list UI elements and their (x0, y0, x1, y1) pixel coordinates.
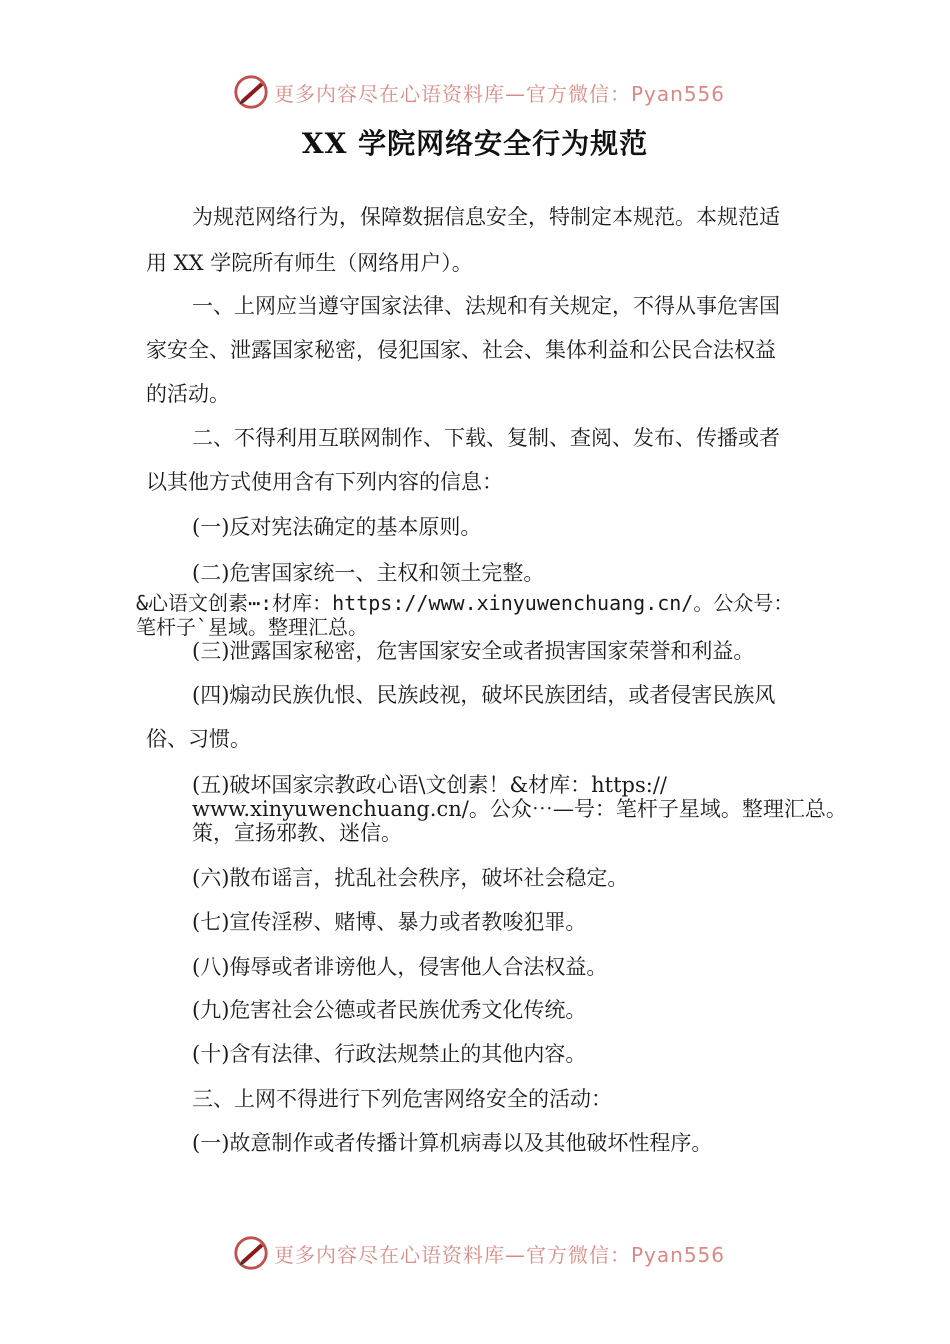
paragraph-line: 家安全、泄露国家秘密，侵犯国家、社会、集体利益和公民合法权益 (146, 338, 776, 362)
banner-text: 更多内容尽在心语资料库—官方微信：Pyan556 (274, 1242, 726, 1267)
list-item: 策，宣扬邪教、迷信。 (192, 821, 402, 845)
paragraph-line: 一、上网应当遵守国家法律、法规和有关规定，不得从事危害国 (192, 294, 780, 318)
list-item: (七)宣传淫秽、赌博、暴力或者教唆犯罪。 (192, 910, 587, 934)
list-item: (一)故意制作或者传播计算机病毒以及其他破坏性程序。 (192, 1131, 713, 1155)
document-title: XX 学院网络安全行为规范 (301, 127, 649, 160)
paragraph-line: 的活动。 (146, 382, 230, 406)
list-item: (九)危害社会公德或者民族优秀文化传统。 (192, 998, 587, 1022)
list-item: (二)危害国家统一、主权和领土完整。 (192, 561, 545, 585)
paragraph-line: 三、上网不得进行下列危害网络安全的活动： (192, 1087, 612, 1111)
list-item: (三)泄露国家秘密，危害国家安全或者损害国家荣誉和利益。 (192, 639, 755, 663)
watermark-line: &心语文创素⋯:材库：https://www.xinyuwenchuang.cn/。公众号： (136, 591, 794, 615)
list-item: (五)破坏国家宗教政心语\文创素！&材库：https:// (192, 773, 668, 797)
list-item: www.xinyuwenchuang.cn/。公众⋯—号：笔杆子星域。整理汇总。 (192, 797, 847, 821)
list-item: (六)散布谣言，扰乱社会秩序，破坏社会稳定。 (192, 866, 629, 890)
paragraph-line: 以其他方式使用含有下列内容的信息： (146, 470, 503, 494)
watermark-line: 笔杆子`星域。整理汇总。 (136, 615, 369, 639)
banner-text: 更多内容尽在心语资料库—官方微信：Pyan556 (274, 81, 726, 106)
list-item: (十)含有法律、行政法规禁止的其他内容。 (192, 1042, 587, 1066)
list-item: (八)侮辱或者诽谤他人，侵害他人合法权益。 (192, 955, 608, 979)
logo-icon (232, 1234, 270, 1272)
paragraph-line: 二、不得利用互联网制作、下载、复制、查阅、发布、传播或者 (192, 426, 780, 450)
paragraph-line: 为规范网络行为，保障数据信息安全，特制定本规范。本规范适 (192, 205, 780, 229)
footer-banner (232, 1233, 725, 1273)
logo-icon (232, 73, 270, 111)
list-item: (四)煽动民族仇恨、民族歧视，破坏民族团结，或者侵害民族风 (192, 683, 776, 707)
paragraph-line: 用 XX 学院所有师生（网络用户）。 (146, 251, 473, 275)
header-banner (232, 72, 725, 112)
list-item: (一)反对宪法确定的基本原则。 (192, 515, 482, 539)
list-item: 俗、习惯。 (146, 727, 251, 751)
